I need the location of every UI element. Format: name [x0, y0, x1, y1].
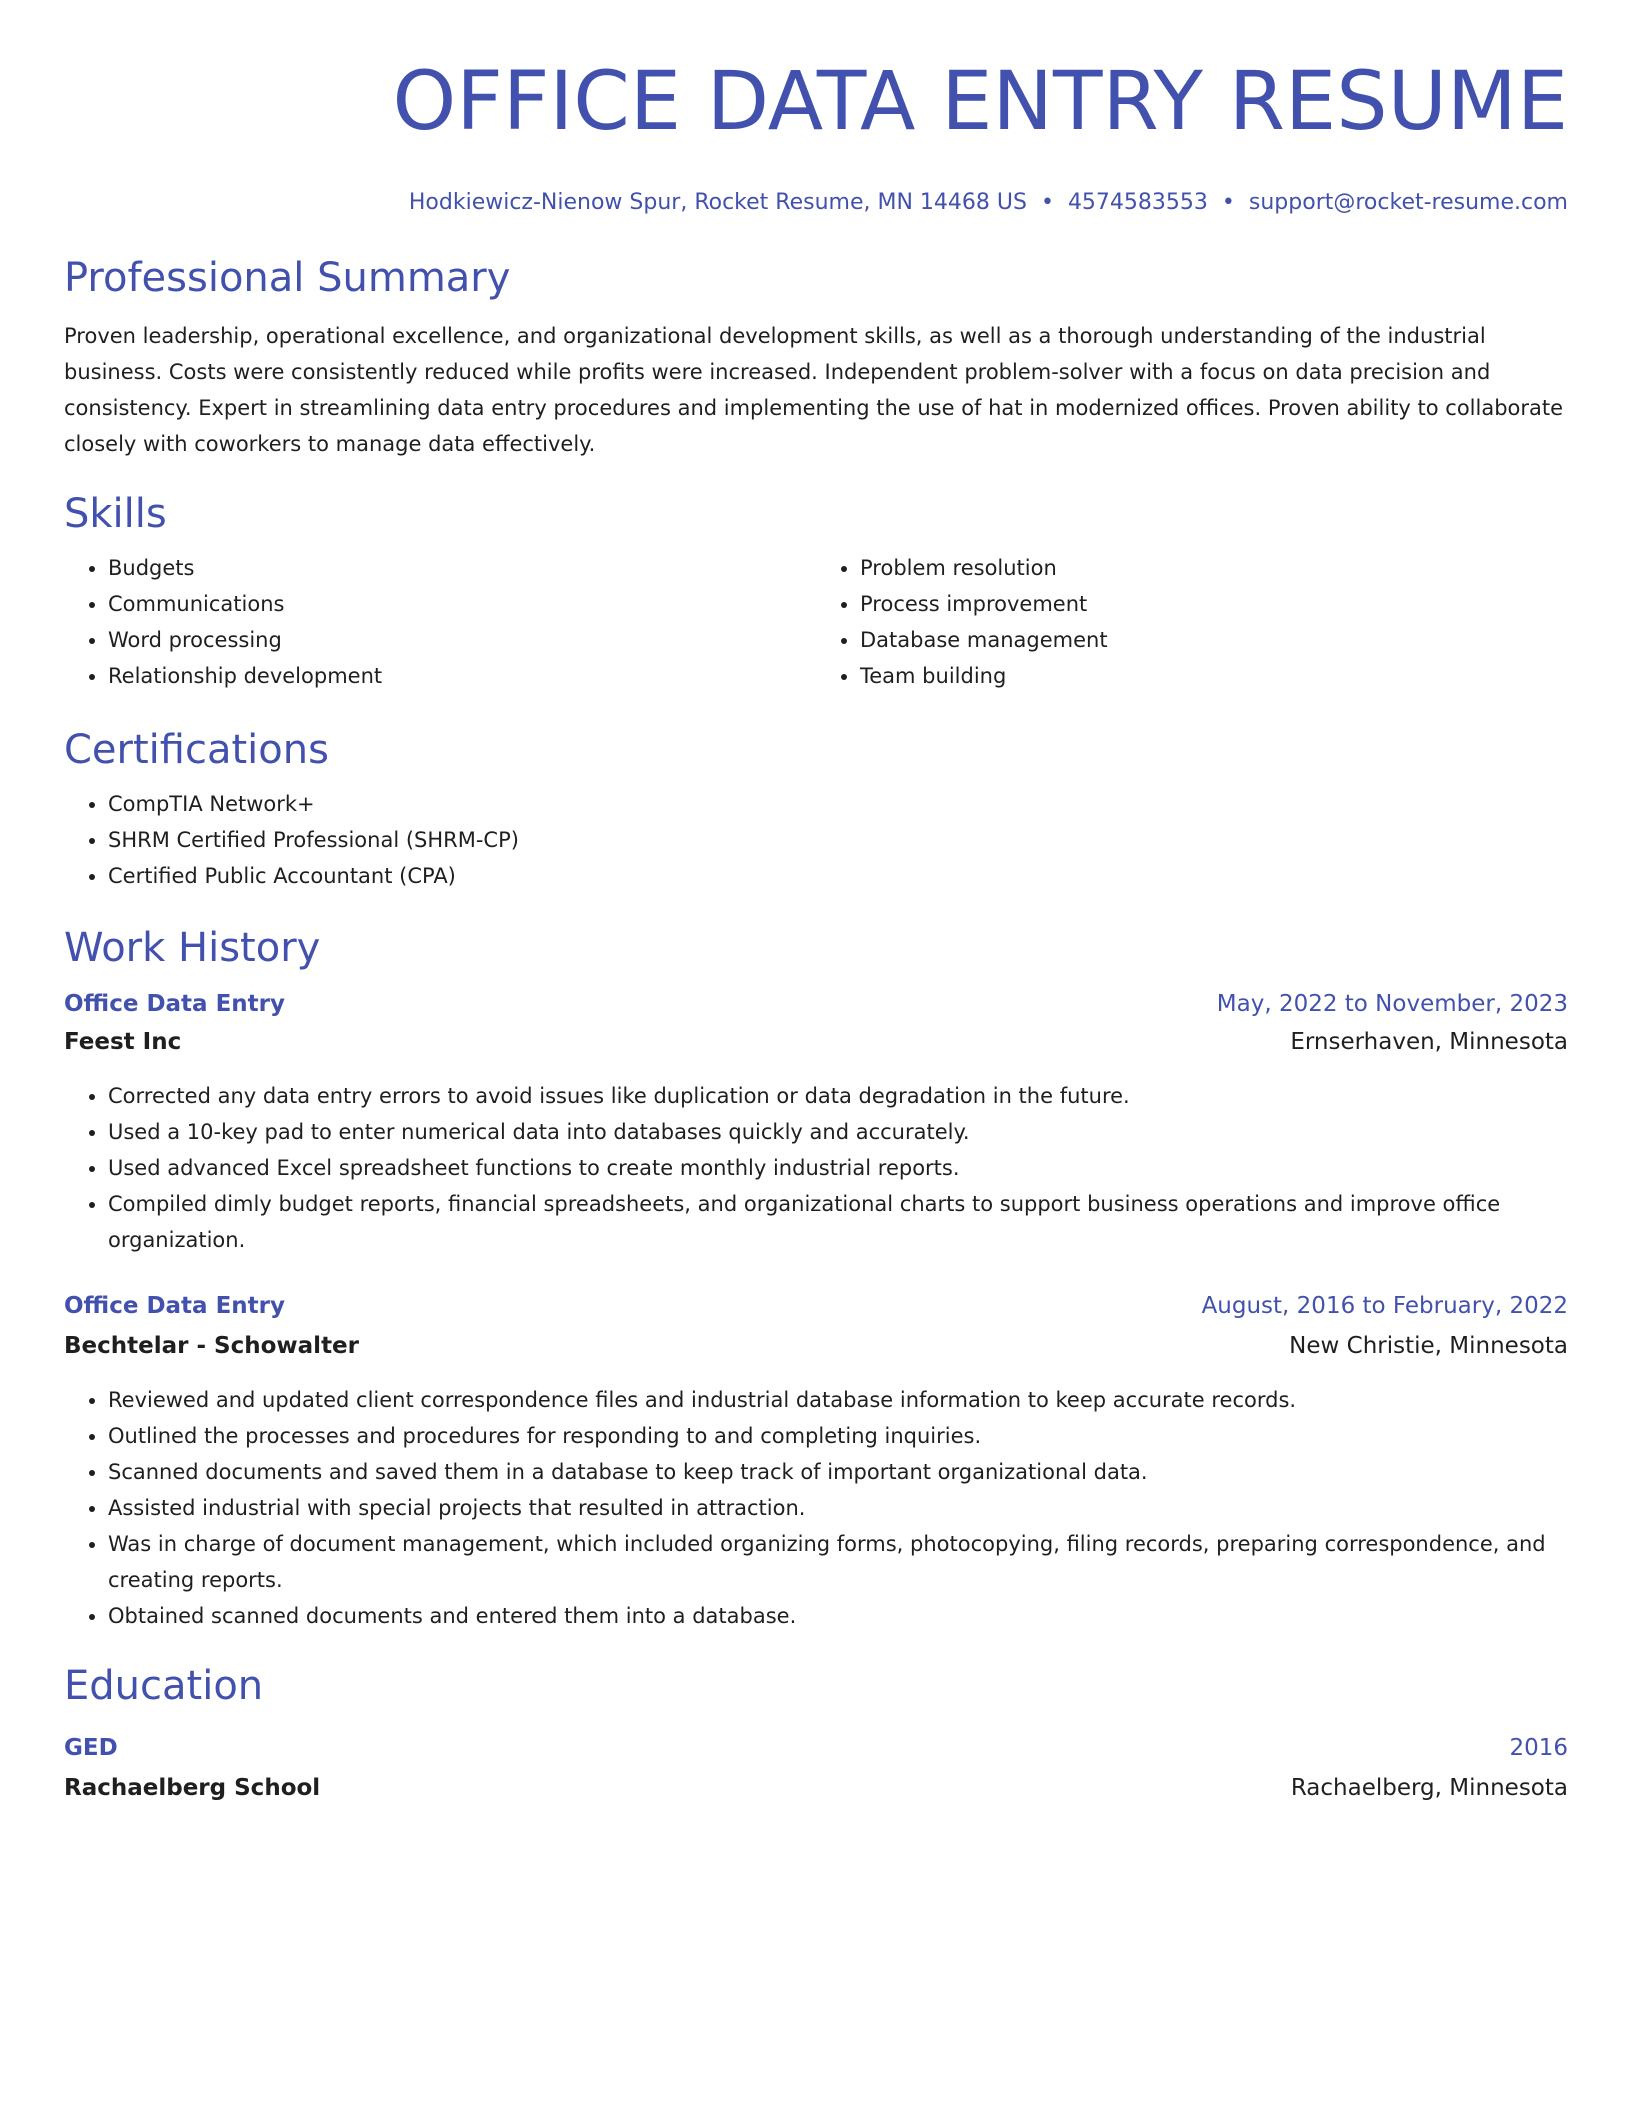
- job-bullet: • Was in charge of document management, which included organizing forms, photocopying, filing records, preparing correspondence, and creating reports.: [108, 1526, 1568, 1598]
- section-title-work-history: Work History: [64, 925, 321, 971]
- certifications-list: [64, 786, 1568, 894]
- education-subheader: [64, 1770, 1568, 1806]
- education-year: 2016: [1509, 1735, 1568, 1761]
- job-bullet: • Scanned documents and saved them in a database to keep track of important organizational data.: [108, 1454, 1568, 1490]
- skills-columns: [64, 550, 1568, 694]
- job-location: New Christie, Minnesota: [1289, 1333, 1568, 1359]
- job-subheader: [64, 1328, 1568, 1364]
- education-degree: GED: [64, 1735, 118, 1761]
- job-bullets: [64, 1382, 1568, 1634]
- job-title: Office Data Entry: [64, 991, 285, 1017]
- job-bullets: [64, 1078, 1568, 1258]
- job-title: Office Data Entry: [64, 1293, 285, 1319]
- summary-text: Proven leadership, operational excellence, and organizational development skills, as well as a thorough understanding of the industrial business. Costs were consistently reduced while profits were increased. Independent problem-solver with a focus on data precision and consistency. Expert in streamlining data entry procedures and implementing the use of hat in modernized offices. Proven ability to collaborate closely with coworkers to manage data effectively.: [64, 324, 1564, 456]
- contact-line: [64, 188, 1568, 218]
- skill-item: • Budgets: [108, 550, 816, 586]
- job-bullet: • Reviewed and updated client correspondence files and industrial database information to keep accurate records.: [108, 1382, 1568, 1418]
- contact-phone: 4574583553: [1067, 190, 1208, 215]
- education-school: Rachaelberg School: [64, 1775, 321, 1801]
- education-location: Rachaelberg, Minnesota: [1290, 1775, 1568, 1801]
- job-bullet: • Used a 10-key pad to enter numerical data into databases quickly and accurately.: [108, 1114, 1568, 1150]
- section-title-skills: Skills: [64, 491, 167, 537]
- job-location: Ernserhaven, Minnesota: [1290, 1029, 1568, 1055]
- certification-item: • SHRM Certified Professional (SHRM-CP): [108, 822, 1568, 858]
- job-bullet: • Outlined the processes and procedures for responding to and completing inquiries.: [108, 1418, 1568, 1454]
- job-bullet: • Corrected any data entry errors to avoid issues like duplication or data degradation in the future.: [108, 1078, 1568, 1114]
- job-company: Bechtelar - Schowalter: [64, 1333, 360, 1359]
- job-entry: [64, 1288, 1568, 1634]
- skill-item: • Communications: [108, 586, 816, 622]
- section-title-summary: Professional Summary: [64, 255, 511, 301]
- job-header: [64, 1288, 1568, 1324]
- section-title-certifications: Certifications: [64, 727, 329, 773]
- contact-address: Hodkiewicz-Nienow Spur, Rocket Resume, MN 14468 US: [408, 190, 1027, 215]
- job-entry: [64, 986, 1568, 1258]
- skills-list-right: [816, 550, 1568, 694]
- job-dates: August, 2016 to February, 2022: [1201, 1293, 1568, 1319]
- resume-title: OFFICE DATA ENTRY RESUME: [392, 55, 1568, 149]
- skill-item: • Process improvement: [860, 586, 1568, 622]
- skill-item: • Word processing: [108, 622, 816, 658]
- job-company: Feest Inc: [64, 1029, 182, 1055]
- job-bullet: • Assisted industrial with special projects that resulted in attraction.: [108, 1490, 1568, 1526]
- skill-item: • Database management: [860, 622, 1568, 658]
- education-entry: [64, 1730, 1568, 1806]
- certification-item: • Certified Public Accountant (CPA): [108, 858, 1568, 894]
- job-bullet: • Used advanced Excel spreadsheet functions to create monthly industrial reports.: [108, 1150, 1568, 1186]
- job-subheader: [64, 1024, 1568, 1060]
- skill-item: • Relationship development: [108, 658, 816, 694]
- education-header: [64, 1730, 1568, 1766]
- skill-item: • Problem resolution: [860, 550, 1568, 586]
- job-bullet: • Obtained scanned documents and entered them into a database.: [108, 1598, 1568, 1634]
- contact-separator: •: [1040, 190, 1054, 215]
- job-header: [64, 986, 1568, 1022]
- certification-item: • CompTIA Network+: [108, 786, 1568, 822]
- contact-email: support@rocket-resume.com: [1248, 190, 1568, 215]
- contact-separator: •: [1221, 190, 1235, 215]
- section-title-education: Education: [64, 1663, 264, 1709]
- job-dates: May, 2022 to November, 2023: [1216, 991, 1568, 1017]
- job-bullet: • Compiled dimly budget reports, financial spreadsheets, and organizational charts to support business operations and improve office organization.: [108, 1186, 1568, 1258]
- skill-item: • Team building: [860, 658, 1568, 694]
- skills-list-left: [64, 550, 816, 694]
